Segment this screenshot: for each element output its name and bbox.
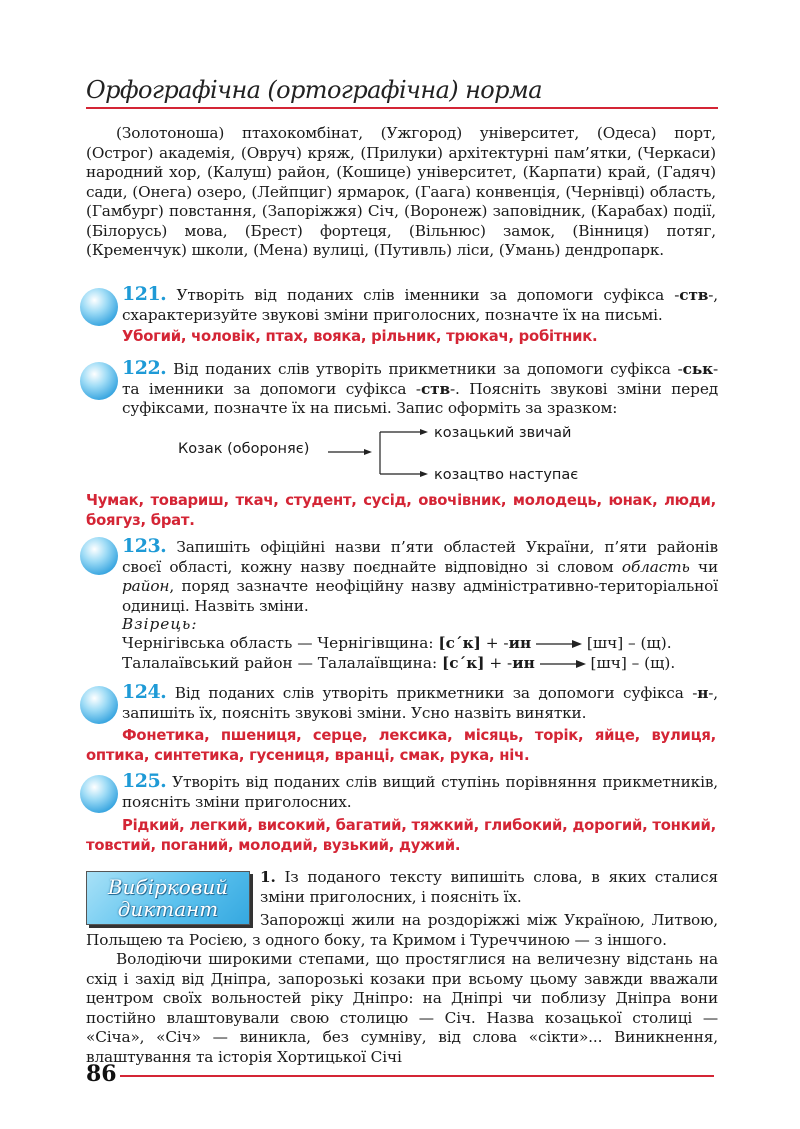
task-text: Із поданого тексту випишіть слова, в яких сталися зміни приголосних, і поясніть їх. (260, 868, 718, 906)
page-title: Орфографічна (ортографічна) норма (86, 76, 718, 109)
task-125-words: Рідкий, легкий, високий, багатий, тяжкий, глибокий, дорогий, тонкий, товстий, поганий, молодий, вузький, дужий. (86, 817, 716, 854)
scheme-arrows (328, 422, 438, 488)
task-number: 121. (122, 283, 167, 305)
dictation-paragraph-1: Запорожці жили на роздоріжжі між Україною, Литвою, Польщею та Росією, з одного боку, та Кримом і Туреччиною — з іншого. (86, 911, 718, 949)
task-number: 123. (122, 535, 167, 557)
task-bullet-icon (80, 537, 118, 575)
arrow-right-icon (536, 639, 582, 649)
example-sound: [с´к] (442, 654, 485, 672)
example-line-2 (122, 654, 675, 674)
task-bullet-icon (80, 686, 118, 724)
task-text: , поряд зазначте неофіційну назву адміністративно-територіальної одиниці. Назвіть зміни. (122, 577, 718, 615)
scheme-source: Козак (обороняє) (178, 441, 310, 457)
task-bullet-icon (80, 775, 118, 813)
task-121-words: Убогий, чоловік, птах, вояка, рільник, трюкач, робітник. (122, 328, 598, 345)
scheme-target-top: козацький звичай (434, 425, 572, 441)
task-text: Запишіть офіційні назви п’яти областей України, п’яти районів своєї області, кожну назву поєднайте відповідно зі словом (122, 538, 718, 576)
task-text: Утворіть від поданих слів вищий ступінь порівняння прикметників, поясніть зміни приголосних. (122, 773, 718, 811)
task-text: -, запишіть їх, поясніть звукові зміни. Усно назвіть винятки. (122, 684, 718, 722)
emphasis: область (621, 557, 690, 576)
suffix: н (697, 684, 709, 702)
suffix: ств (679, 286, 709, 304)
task-number: 122. (122, 357, 167, 379)
example-result: [шч] – (щ). (586, 634, 672, 652)
task-123-text (122, 537, 718, 616)
dictation-paragraph-2: Володіючи широкими степами, що простяглися на величезну відстань на схід і захід від Дніпра, запорозькі козаки при всьому цьому завжди вважали центром своїх вольностей ріку Дніпро: на Дніпрі чи поблизу Дніпра вони постійно влаштовували свою столицю — Січ. Назва козацької столиці — «Січа», «Січ» — виникла, без сумніву, від слова «сікти»... Виникнення, влаштування та історія Хортицької Січі (86, 950, 718, 1066)
task-125-text (122, 772, 718, 812)
footer-rule (120, 1075, 714, 1077)
example-text: + - (480, 634, 509, 652)
emphasis: район (122, 577, 170, 595)
example-sound: [с´к] (438, 634, 481, 652)
example-text: Талалаївський район — Талалаївщина: (122, 654, 442, 672)
badge-line-2: диктант (117, 897, 219, 921)
suffix: ин (508, 634, 532, 652)
task-number: 124. (122, 681, 167, 703)
task-text: Утворіть від поданих слів іменники за допомоги суфікса - (166, 286, 680, 304)
suffix: ськ (682, 360, 713, 378)
dictation-task (260, 868, 718, 907)
arrow-right-icon (540, 659, 586, 669)
task-121-text (122, 285, 718, 325)
task-text: -, схарактеризуйте звукові зміни приголосних, позначте їх на письмі. (122, 286, 718, 324)
example-result: [шч] – (щ). (590, 654, 676, 672)
task-text: чи (689, 557, 718, 576)
suffix: ств (420, 379, 450, 398)
task-bullet-icon (80, 288, 118, 326)
task-text: Від поданих слів утворіть прикметники за допомоги суфікса - (166, 684, 698, 702)
task-bullet-icon (80, 362, 118, 400)
task-text: Від поданих слів утворіть прикметники за допомоги суфікса - (166, 360, 683, 378)
task-number: 125. (122, 770, 167, 792)
task-124-words: Фонетика, пшениця, серце, лексика, місяць, торік, яйце, вулиця, оптика, синтетика, гусениця, вранці, смак, рука, ніч. (86, 727, 716, 764)
example-text: Чернігівська область — Чернігівщина: (122, 634, 439, 652)
task-124-text (122, 683, 718, 723)
example-line-1 (122, 634, 672, 654)
scheme-target-bottom: козацтво наступає (434, 467, 579, 483)
example-text: + - (484, 654, 513, 672)
task-122-text (122, 359, 718, 419)
task-text: - та іменники за допомоги суфікса - (122, 360, 718, 398)
task-122-words: Чумак, товариш, ткач, студент, сусід, овочівник, молодець, юнак, люди, боягуз, брат. (86, 492, 716, 529)
task-text: -. Поясніть звукові зміни перед суфіксами, позначте їх на письмі. Запис оформіть за зразком: (122, 379, 718, 417)
task-number: 1. (260, 868, 276, 886)
page-number: 86 (86, 1061, 117, 1087)
intro-paragraph: (Золотоноша) птахокомбінат, (Ужгород) університет, (Одеса) порт, (Острог) академія, (Овруч) кряж, (Прилуки) архітектурні пам’ятки, (Черкаси) народний хор, (Калуш) район, (Кошице) університет, (Карпати) край, (Гадяч) сади, (Онега) озеро, (Лейпциг) ярмарок, (Гаага) конвенція, (Чернівці) область, (Гамбург) повстання, (Запоріжжя) Січ, (Воронеж) заповідник, (Карабах) події, (Білорусь) мова, (Брест) фортеця, (Вільнюс) замок, (Вінниця) потяг, (Кременчук) школи, (Мена) вулиці, (Путивль) ліси, (Умань) дендропарк. (86, 124, 716, 259)
suffix: ин (512, 654, 535, 672)
example-label: Взірець: (122, 615, 198, 633)
badge-line-1: Вибірковий (107, 875, 229, 899)
